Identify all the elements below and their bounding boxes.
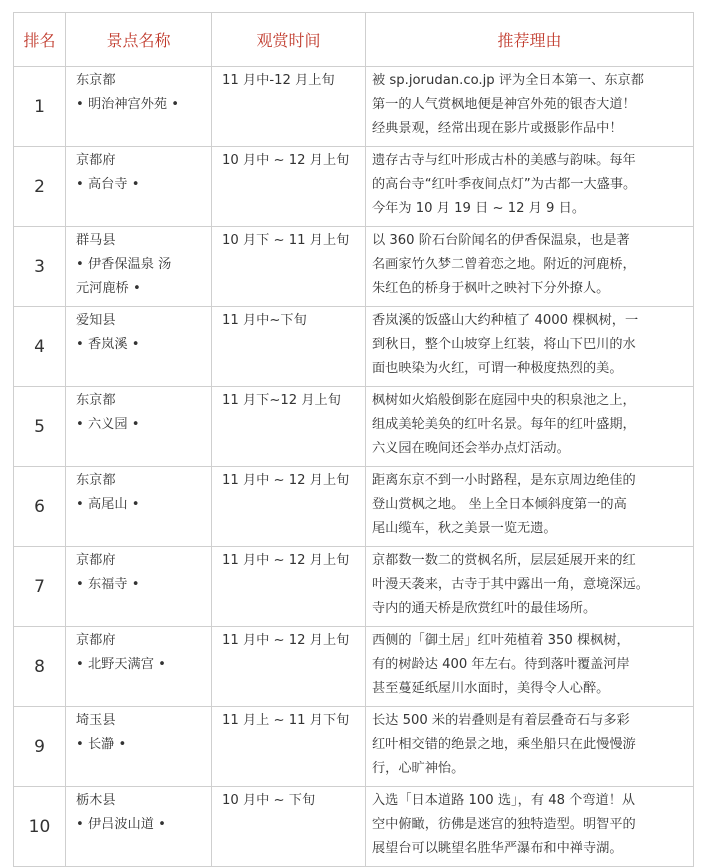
viewing-time-cell: 10 月中 ~ 下旬 <box>212 787 366 867</box>
viewing-time-cell: 11 月中 ~ 12 月上旬 <box>212 547 366 627</box>
prefecture-label: 京都府 <box>76 553 116 568</box>
reason-cell <box>366 547 694 627</box>
reason-line: 香岚溪的饭盛山大约种植了 4000 棵枫树，一 <box>372 313 639 328</box>
table-row <box>14 707 694 787</box>
spot-name: • 香岚溪 • <box>76 337 140 352</box>
place-cell <box>66 707 212 787</box>
reason-line: 寺内的通天桥是欣赏红叶的最佳场所。 <box>372 601 597 616</box>
header-reason: 推荐理由 <box>366 13 694 67</box>
spot-name: • 北野天满宫 • <box>76 657 166 672</box>
reason-cell <box>366 387 694 467</box>
viewing-time-cell: 11 月下~12 月上旬 <box>212 387 366 467</box>
viewing-time-cell: 10 月中 ~ 12 月上旬 <box>212 147 366 227</box>
reason-line: 红叶相交错的绝景之地，乘坐船只在此慢慢游 <box>372 737 636 752</box>
reason-cell <box>366 227 694 307</box>
rank-cell: 5 <box>14 387 66 467</box>
viewing-time-cell: 11 月上 ~ 11 月下旬 <box>212 707 366 787</box>
place-cell <box>66 387 212 467</box>
table-row <box>14 627 694 707</box>
reason-line: 经典景观，经常出现在影片或摄影作品中！ <box>372 121 623 136</box>
reason-line: 面也映染为火红，可谓一种极度热烈的美。 <box>372 361 623 376</box>
place-cell <box>66 547 212 627</box>
reason-line: 有的树龄达 400 年左右。待到落叶覆盖河岸 <box>372 657 630 672</box>
reason-line: 名画家竹久梦二曾着恋之地。附近的河鹿桥， <box>372 257 636 272</box>
place-cell <box>66 227 212 307</box>
reason-line: 西侧的「御土居」红叶苑植着 350 棵枫树， <box>372 633 630 648</box>
table-row <box>14 67 694 147</box>
reason-line: 尾山缆车，秋之美景一览无遗。 <box>372 521 557 536</box>
reason-line: 到秋日，整个山坡穿上红装，将山下巴川的水 <box>372 337 636 352</box>
viewing-time-cell: 11 月中~下旬 <box>212 307 366 387</box>
viewing-time-cell: 11 月中 ~ 12 月上旬 <box>212 627 366 707</box>
table-body <box>14 67 694 867</box>
reason-cell <box>366 307 694 387</box>
reason-line: 京都数一数二的赏枫名所，层层延展开来的红 <box>372 553 636 568</box>
rank-cell: 1 <box>14 67 66 147</box>
spot-name: 元河鹿桥 • <box>76 281 141 296</box>
rank-cell: 7 <box>14 547 66 627</box>
reason-cell <box>366 627 694 707</box>
rank-cell: 4 <box>14 307 66 387</box>
viewing-time-cell: 10 月下 ~ 11 月上旬 <box>212 227 366 307</box>
prefecture-label: 埼玉县 <box>76 713 116 728</box>
prefecture-label: 东京都 <box>76 393 116 408</box>
reason-line: 空中俯瞰，彷佛是迷宫的独特造型。明智平的 <box>372 817 636 832</box>
reason-cell <box>366 147 694 227</box>
reason-line: 以 360 阶石台阶闻名的伊香保温泉，也是著 <box>372 233 630 248</box>
reason-line: 遗存古寺与红叶形成古朴的美感与韵味。每年 <box>372 153 636 168</box>
spot-name: • 伊香保温泉 汤 <box>76 257 172 272</box>
table-row <box>14 227 694 307</box>
reason-line: 朱红色的桥身于枫叶之映衬下分外撩人。 <box>372 281 610 296</box>
table-row <box>14 547 694 627</box>
reason-line: 叶漫天袭来，古寺于其中露出一角，意境深远。 <box>372 577 649 592</box>
place-cell <box>66 787 212 867</box>
prefecture-label: 京都府 <box>76 633 116 648</box>
spot-name: • 长瀞 • <box>76 737 127 752</box>
rank-cell: 6 <box>14 467 66 547</box>
prefecture-label: 栃木县 <box>76 793 116 808</box>
table-row <box>14 387 694 467</box>
table-row <box>14 787 694 867</box>
reason-cell <box>366 787 694 867</box>
rank-cell: 9 <box>14 707 66 787</box>
reason-line: 距离东京不到一小时路程，是东京周边绝佳的 <box>372 473 636 488</box>
scenic-spots-table <box>13 12 694 867</box>
spot-name: • 六义园 • <box>76 417 140 432</box>
place-cell <box>66 147 212 227</box>
rank-cell: 8 <box>14 627 66 707</box>
rank-cell: 3 <box>14 227 66 307</box>
prefecture-label: 东京都 <box>76 73 116 88</box>
reason-line: 甚至蔓延纸屋川水面时，美得令人心醉。 <box>372 681 610 696</box>
rank-cell: 2 <box>14 147 66 227</box>
reason-cell <box>366 67 694 147</box>
header-time: 观赏时间 <box>212 13 366 67</box>
rank-cell: 10 <box>14 787 66 867</box>
reason-line: 组成美轮美奂的红叶名景。每年的红叶盛期， <box>372 417 636 432</box>
reason-cell <box>366 707 694 787</box>
table-header-row <box>14 13 694 67</box>
viewing-time-cell: 11 月中-12 月上旬 <box>212 67 366 147</box>
spot-name: • 东福寺 • <box>76 577 140 592</box>
place-cell <box>66 627 212 707</box>
viewing-time-cell: 11 月中 ~ 12 月上旬 <box>212 467 366 547</box>
prefecture-label: 京都府 <box>76 153 116 168</box>
reason-line: 今年为 10 月 19 日 ~ 12 月 9 日。 <box>372 201 586 216</box>
reason-line: 入选「日本道路 100 选」，有 48 个弯道！从 <box>372 793 636 808</box>
reason-line: 长达 500 米的岩叠则是有着层叠奇石与多彩 <box>372 713 630 728</box>
prefecture-label: 东京都 <box>76 473 116 488</box>
spot-name: • 明治神宫外苑 • <box>76 97 180 112</box>
table-row <box>14 307 694 387</box>
reason-line: 的高台寺“红叶季夜间点灯”为古都一大盛事。 <box>372 177 637 192</box>
reason-line: 六义园在晚间还会举办点灯活动。 <box>372 441 570 456</box>
place-cell <box>66 307 212 387</box>
table-row <box>14 147 694 227</box>
reason-cell <box>366 467 694 547</box>
spot-name: • 高台寺 • <box>76 177 140 192</box>
table-row <box>14 467 694 547</box>
place-cell <box>66 467 212 547</box>
reason-line: 展望台可以眺望名胜华严瀑布和中禅寺湖。 <box>372 841 623 856</box>
place-cell <box>66 67 212 147</box>
prefecture-label: 爱知县 <box>76 313 116 328</box>
reason-line: 枫树如火焰般倒影在庭园中央的积泉池之上， <box>372 393 636 408</box>
header-place: 景点名称 <box>66 13 212 67</box>
reason-line: 行，心旷神怡。 <box>372 761 465 776</box>
header-rank: 排名 <box>14 13 66 67</box>
spot-name: • 高尾山 • <box>76 497 140 512</box>
reason-line: 第一的人气赏枫地便是神宫外苑的银杏大道！ <box>372 97 636 112</box>
reason-line: 被 sp.jorudan.co.jp 评为全日本第一、东京都 <box>372 73 644 88</box>
spot-name: • 伊吕波山道 • <box>76 817 166 832</box>
prefecture-label: 群马县 <box>76 233 116 248</box>
reason-line: 登山赏枫之地。 坐上全日本倾斜度第一的高 <box>372 497 627 512</box>
